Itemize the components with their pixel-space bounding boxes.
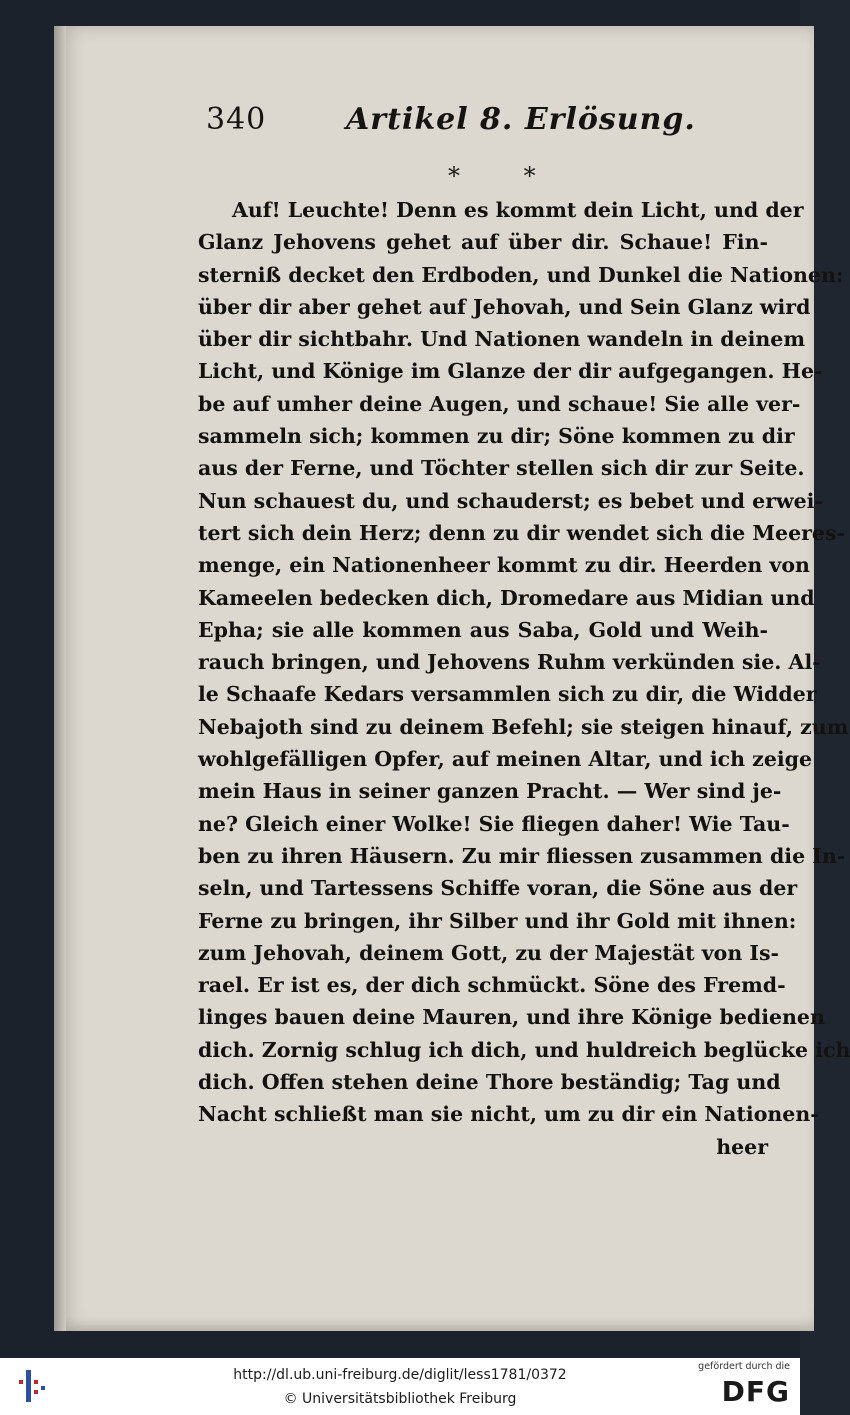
ornament-asterisks: * * bbox=[448, 162, 564, 190]
text-line: Kameelen bedecken dich, Dromedare aus Midian und bbox=[198, 585, 815, 610]
text-line: aus der Ferne, und Töchter stellen sich dir zur Seite. bbox=[198, 456, 805, 481]
page-number: 340 bbox=[206, 102, 267, 137]
text-line: zum Jehovah, deinem Gott, zu der Majestät von Is- bbox=[198, 940, 779, 965]
text-line: Licht, und Könige im Glanze der dir aufgegangen. He- bbox=[198, 359, 823, 384]
text-line: wohlgefälligen Opfer, auf meinen Altar, und ich zeige bbox=[198, 747, 813, 772]
permalink-url[interactable]: http://dl.ub.uni-freiburg.de/diglit/less1781/0372 bbox=[233, 1367, 567, 1383]
text-line: Glanz Jehovens gehet auf über dir. Schaue! Fin- bbox=[198, 230, 768, 255]
catchword: heer bbox=[716, 1134, 768, 1159]
funded-by-label: gefördert durch die bbox=[698, 1361, 790, 1372]
text-line: Nacht schließt man sie nicht, um zu dir ein Nationen- bbox=[198, 1102, 819, 1127]
text-line: rauch bringen, und Jehovens Ruhm verkünden sie. Al- bbox=[198, 650, 821, 675]
text-line: dich. Offen stehen deine Thore beständig; Tag und bbox=[198, 1070, 781, 1095]
running-title: Artikel 8. Erlösung. bbox=[346, 102, 696, 137]
text-line: sammeln sich; kommen zu dir; Söne kommen zu dir bbox=[198, 424, 795, 449]
text-line: sterniß decket den Erdboden, und Dunkel die Nationen: bbox=[198, 262, 844, 287]
text-line: Nun schauest du, und schauderst; es bebet und erwei- bbox=[198, 488, 823, 513]
text-line: über dir aber gehet auf Jehovah, und Sein Glanz wird bbox=[198, 294, 811, 319]
text-line: über dir sichtbahr. Und Nationen wandeln in deinem bbox=[198, 327, 806, 352]
text-line: seln, und Tartessens Schiffe voran, die Söne aus der bbox=[198, 876, 798, 901]
dfg-logo: DFG bbox=[721, 1375, 790, 1408]
text-line: menge, ein Nationenheer kommt zu dir. Heerden von bbox=[198, 553, 810, 578]
text-line: le Schaafe Kedars versammlen sich zu dir, die Widder bbox=[198, 682, 817, 707]
text-line: Nebajoth sind zu deinem Befehl; sie steigen hinauf, zum bbox=[198, 714, 849, 739]
text-line: rael. Er ist es, der dich schmückt. Söne des Fremd- bbox=[198, 973, 786, 998]
viewer-footer bbox=[0, 1358, 800, 1415]
text-line: Auf! Leuchte! Denn es kommt dein Licht, und der bbox=[232, 198, 804, 222]
body-text bbox=[198, 194, 850, 1163]
text-line: linges bauen deine Mauren, und ihre Könige bedienen bbox=[198, 1005, 825, 1030]
text-line: Ferne zu bringen, ihr Silber und ihr Gold mit ihnen: bbox=[198, 908, 797, 933]
text-line: Epha; sie alle kommen aus Saba, Gold und Weih- bbox=[198, 617, 768, 642]
text-line: ne? Gleich einer Wolke! Sie fliegen daher! Wie Tau- bbox=[198, 811, 790, 836]
text-line: mein Haus in seiner ganzen Pracht. — Wer sind je- bbox=[198, 779, 782, 804]
text-line: be auf umher deine Augen, und schaue! Sie alle ver- bbox=[198, 391, 801, 416]
copyright-notice: © Universitätsbibliothek Freiburg bbox=[283, 1391, 517, 1407]
text-line: ben zu ihren Häusern. Zu mir fliessen zusammen die In- bbox=[198, 843, 846, 868]
page-header bbox=[206, 102, 766, 146]
text-line: dich. Zornig schlug ich dich, und huldreich beglücke ich bbox=[198, 1037, 850, 1062]
text-line: tert sich dein Herz; denn zu dir wendet sich die Meeres- bbox=[198, 520, 846, 545]
page-gutter-shadow bbox=[54, 26, 66, 1331]
